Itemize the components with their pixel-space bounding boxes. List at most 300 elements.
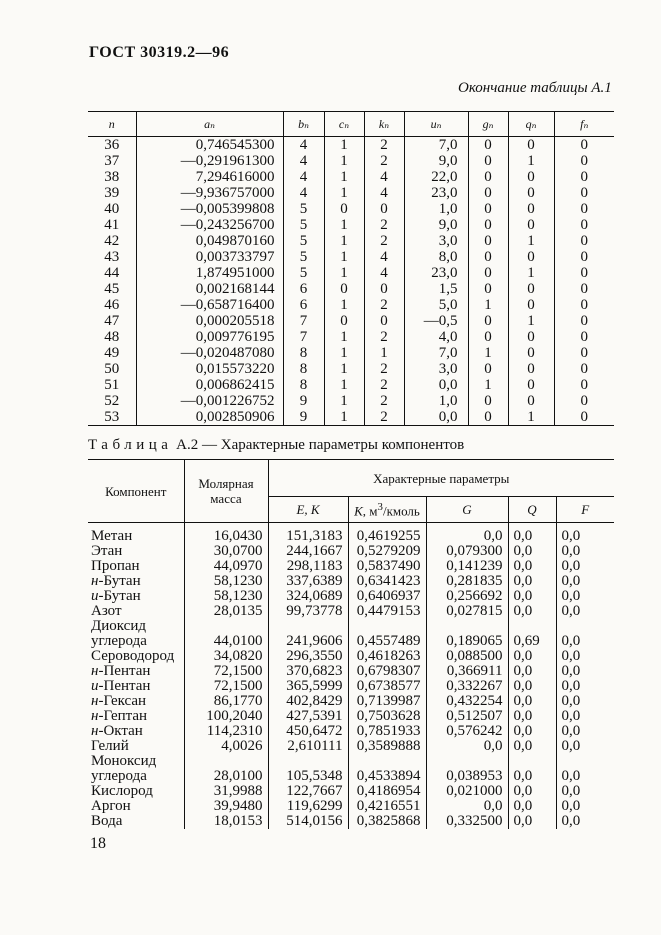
table-cell: 0,0 (508, 784, 556, 799)
table-cell: 0,021000 (426, 784, 508, 799)
table-cell: 0,0 (508, 814, 556, 829)
table-row (88, 589, 614, 604)
table-cell: 0,4557489 (348, 634, 426, 649)
table-cell: 7 (283, 329, 324, 345)
table-cell: 0,6798307 (348, 664, 426, 679)
table-cell: 0,4216551 (348, 799, 426, 814)
table-cell: 0 (554, 169, 614, 185)
table-cell: 1 (324, 217, 364, 233)
table-cell: 0,0 (508, 589, 556, 604)
table-cell: 0,576242 (426, 724, 508, 739)
table-cell: 0,0 (426, 739, 508, 754)
table-cell: 1,5 (404, 281, 468, 297)
table-row (88, 754, 614, 769)
table-cell: 0 (508, 169, 554, 185)
table-row (88, 523, 614, 545)
table-cell: 0 (324, 313, 364, 329)
table-cell: 0,002850906 (136, 409, 283, 426)
table-cell: 0,4618263 (348, 649, 426, 664)
col-header-f: fₙ (554, 112, 614, 137)
table-cell: 100,2040 (184, 709, 268, 724)
table-cell: 0 (554, 249, 614, 265)
table-cell: —0,005399808 (136, 201, 283, 217)
table-cell: 0 (554, 409, 614, 426)
table-row (88, 619, 614, 634)
table-cell: 0,0 (508, 694, 556, 709)
table-cell: 4,0 (404, 329, 468, 345)
table-row (88, 233, 614, 249)
table-cell: 0,027815 (426, 604, 508, 619)
table-cell: 1 (324, 233, 364, 249)
table-cell: 30,0700 (184, 544, 268, 559)
table-row (88, 185, 614, 201)
table-cell: 72,1500 (184, 679, 268, 694)
table-cell: 0 (468, 201, 508, 217)
table-cell: 6 (283, 281, 324, 297)
table-cell: 0 (468, 329, 508, 345)
table-cell: 0,0 (404, 409, 468, 426)
table-cell: 0 (468, 153, 508, 169)
table-cell: 0 (468, 393, 508, 409)
table-row (88, 559, 614, 574)
table-cell: 39,9480 (184, 799, 268, 814)
table-a2-header-row (88, 460, 614, 497)
table-cell: 0,0 (508, 559, 556, 574)
table-row (88, 664, 614, 679)
table-row (88, 574, 614, 589)
table-cell: 244,1667 (268, 544, 348, 559)
table-cell: 5,0 (404, 297, 468, 313)
table-cell: 9 (283, 393, 324, 409)
table-cell: 0 (508, 185, 554, 201)
table-cell: 46 (104, 297, 120, 313)
table-row (88, 249, 614, 265)
table-cell: 0 (468, 281, 508, 297)
table-cell: —0,658716400 (136, 297, 283, 313)
table-cell: 0,0 (556, 649, 614, 664)
table-cell: 0,0 (556, 709, 614, 724)
table-cell: 0 (508, 345, 554, 361)
table-cell: 0 (554, 345, 614, 361)
component-name-cell: Диоксид (91, 618, 146, 634)
table-cell: 31,9988 (184, 784, 268, 799)
table-row (88, 649, 614, 664)
table-cell: 1 (324, 329, 364, 345)
table-cell: 0,0 (508, 523, 556, 545)
table-cell: 1 (324, 265, 364, 281)
table-cell: 0 (554, 281, 614, 297)
table-cell: 1,0 (404, 201, 468, 217)
table-cell: 4 (364, 249, 404, 265)
table-cell: 0,0 (508, 739, 556, 754)
table-cell: 38 (104, 169, 120, 185)
table-cell: 18,0153 (184, 814, 268, 829)
table-cell: 0,0 (556, 664, 614, 679)
table-a2-caption (88, 437, 464, 454)
table-cell: 0,038953 (426, 769, 508, 784)
table-a1-continuation-caption: Окончание таблицы А.1 (458, 80, 612, 96)
component-name-cell: н-Гексан (91, 693, 147, 709)
table-cell: 0,0 (556, 739, 614, 754)
table-cell: 0 (554, 329, 614, 345)
table-cell: 0 (324, 201, 364, 217)
table-row (88, 281, 614, 297)
table-cell: 0,7851933 (348, 724, 426, 739)
table-cell: 4 (364, 265, 404, 281)
table-row (88, 265, 614, 281)
head-g: G (426, 497, 508, 523)
table-row (88, 409, 614, 426)
table-cell: 52 (104, 393, 120, 409)
table-cell: —0,5 (404, 313, 468, 329)
table-cell: 0,0 (556, 559, 614, 574)
table-cell: 0 (508, 281, 554, 297)
col-header-u: uₙ (404, 112, 468, 137)
table-cell: 4 (283, 169, 324, 185)
table-cell: 0,0 (508, 544, 556, 559)
table-cell: —0,243256700 (136, 217, 283, 233)
component-name-cell: Сероводород (91, 648, 175, 664)
isomer-prefix: н (91, 693, 99, 709)
table-cell: 1,874951000 (136, 265, 283, 281)
table-cell: 0,5279209 (348, 544, 426, 559)
table-cell: 43 (104, 249, 120, 265)
table-cell: 2 (364, 409, 404, 426)
table-cell: 0 (468, 217, 508, 233)
table-cell: 0,0 (508, 724, 556, 739)
table-cell: 0,189065 (426, 634, 508, 649)
table-row (88, 217, 614, 233)
table-cell: 0,4619255 (348, 523, 426, 545)
component-name-cell: и-Бутан (91, 588, 141, 604)
table-cell: 0 (468, 137, 508, 154)
table-cell: 122,7667 (268, 784, 348, 799)
table-cell: 1 (468, 297, 508, 313)
table-cell: 0 (554, 361, 614, 377)
table-cell: 0,015573220 (136, 361, 283, 377)
table-cell: 2 (364, 377, 404, 393)
head-k-per: /кмоль (382, 503, 420, 519)
table-cell: 0 (468, 409, 508, 426)
table-cell: 7,294616000 (136, 169, 283, 185)
head-molar-mass: Молярная масса (184, 460, 268, 523)
head-e-k: E, K (268, 497, 348, 523)
table-cell: 86,1770 (184, 694, 268, 709)
table-cell: 44,0970 (184, 559, 268, 574)
component-name-cell: н-Октан (91, 723, 143, 739)
table-cell: 0,0 (556, 799, 614, 814)
isomer-prefix: н (91, 708, 99, 724)
table-cell (268, 754, 348, 769)
table-cell: 5 (283, 201, 324, 217)
table-cell: 6 (283, 297, 324, 313)
document-header: ГОСТ 30319.2—96 (89, 44, 230, 61)
table-cell (556, 754, 614, 769)
table-cell: 0 (554, 217, 614, 233)
table-cell: 2 (364, 153, 404, 169)
table-cell (348, 619, 426, 634)
table-cell: 4 (364, 185, 404, 201)
table-cell: 337,6389 (268, 574, 348, 589)
table-row (88, 784, 614, 799)
col-header-a: aₙ (136, 112, 283, 137)
table-cell: 151,3183 (268, 523, 348, 545)
table-cell: 0,4533894 (348, 769, 426, 784)
table-cell: 0 (508, 377, 554, 393)
table-cell: 0,0 (508, 574, 556, 589)
table-cell: 58,1230 (184, 574, 268, 589)
table-cell: 4,0026 (184, 739, 268, 754)
table-cell: 0 (554, 313, 614, 329)
component-name-cell: Пропан (91, 558, 140, 574)
table-cell: 0 (508, 201, 554, 217)
table-cell: 0 (468, 361, 508, 377)
col-header-g: gₙ (468, 112, 508, 137)
table-cell: 0,5837490 (348, 559, 426, 574)
table-cell: 0 (554, 137, 614, 154)
table-cell: 58,1230 (184, 589, 268, 604)
table-cell: 0 (554, 201, 614, 217)
table-row (88, 694, 614, 709)
table-cell (426, 754, 508, 769)
table-cell: 514,0156 (268, 814, 348, 829)
table-cell: 0,0 (426, 799, 508, 814)
table-cell: 0,079300 (426, 544, 508, 559)
table-cell: 0 (554, 233, 614, 249)
table-row (88, 544, 614, 559)
table-cell: 53 (88, 409, 136, 426)
table-cell: 16,0430 (184, 523, 268, 545)
component-name-cell: Вода (91, 813, 123, 829)
table-cell: 5 (283, 265, 324, 281)
component-name-cell: Гелий (91, 738, 129, 754)
table-row (88, 329, 614, 345)
table-cell: 0 (364, 313, 404, 329)
head-component: Компонент (88, 460, 184, 523)
component-name-cell: Этан (91, 543, 123, 559)
table-cell: 5 (283, 249, 324, 265)
table-cell: 0,256692 (426, 589, 508, 604)
table-cell: 45 (104, 281, 120, 297)
table-cell: 0,0 (556, 574, 614, 589)
table-cell (508, 754, 556, 769)
component-name-cell: углерода (91, 768, 147, 784)
table-cell: 2 (364, 233, 404, 249)
table-cell: 0,000205518 (136, 313, 283, 329)
table-cell: 1 (324, 393, 364, 409)
table-cell (426, 619, 508, 634)
table-cell: 0,6738577 (348, 679, 426, 694)
table-cell: 1 (324, 153, 364, 169)
table-cell: 44 (104, 265, 120, 281)
col-header-b: bₙ (283, 112, 324, 137)
table-cell: 37 (104, 153, 120, 169)
table-cell: 450,6472 (268, 724, 348, 739)
table-cell: 365,5999 (268, 679, 348, 694)
table-cell: 1 (324, 169, 364, 185)
table-cell: 1 (508, 233, 554, 249)
table-cell: 0 (554, 393, 614, 409)
table-cell: 0,0 (556, 544, 614, 559)
table-cell: 0 (364, 201, 404, 217)
table-cell: —0,001226752 (136, 393, 283, 409)
table-row (88, 724, 614, 739)
component-name-cell: Кислород (91, 783, 153, 799)
isomer-prefix: н (91, 723, 99, 739)
table-cell: 8 (283, 361, 324, 377)
table-cell: 0,0 (508, 604, 556, 619)
table-cell: 9 (283, 409, 324, 426)
table-cell: 9,0 (404, 153, 468, 169)
table-cell: 0,7139987 (348, 694, 426, 709)
table-cell: 4 (283, 153, 324, 169)
col-header-q: qₙ (508, 112, 554, 137)
component-name-cell: н-Пентан (91, 663, 151, 679)
table-cell: 1 (508, 409, 554, 426)
table-cell: 51 (104, 377, 120, 393)
table-a2-caption-word: Таблица (88, 437, 173, 453)
table-cell: 0 (324, 281, 364, 297)
table-cell: 0,0 (556, 604, 614, 619)
table-cell: 5 (283, 217, 324, 233)
table-cell: 0,4479153 (348, 604, 426, 619)
table-cell: 0,366911 (426, 664, 508, 679)
table-cell: 0,0 (426, 523, 508, 545)
component-name-cell: и-Пентан (91, 678, 151, 694)
table-cell: 0,0 (508, 709, 556, 724)
table-cell: 1 (468, 345, 508, 361)
table-cell: 1 (324, 137, 364, 154)
table-cell: 0,6341423 (348, 574, 426, 589)
table-cell: 0,141239 (426, 559, 508, 574)
table-cell: 0,0 (556, 634, 614, 649)
table-cell: 36 (104, 137, 120, 153)
table-cell: 8 (283, 377, 324, 393)
table-cell: 0,432254 (426, 694, 508, 709)
table-cell: 0 (468, 185, 508, 201)
table-cell: 1 (324, 185, 364, 201)
table-cell: 114,2310 (184, 724, 268, 739)
table-cell: 1 (508, 265, 554, 281)
table-cell: 427,5391 (268, 709, 348, 724)
table-cell: 1 (468, 377, 508, 393)
table-cell: 2 (364, 329, 404, 345)
table-cell: 0 (468, 265, 508, 281)
table-row (88, 604, 614, 619)
table-row (88, 679, 614, 694)
table-cell: 0 (554, 377, 614, 393)
table-cell: 22,0 (404, 169, 468, 185)
table-row (88, 361, 614, 377)
table-cell: 4 (283, 137, 324, 154)
table-cell: 1 (324, 361, 364, 377)
table-cell: 5 (283, 233, 324, 249)
table-cell: 298,1183 (268, 559, 348, 574)
table-cell: 0,332500 (426, 814, 508, 829)
table-cell: 0,6406937 (348, 589, 426, 604)
table-cell (268, 619, 348, 634)
table-cell: 2 (364, 137, 404, 154)
table-cell: 0,0 (508, 679, 556, 694)
table-cell: 0,0 (556, 784, 614, 799)
table-a2-caption-text: А.2 — Характерные параметры компонентов (176, 437, 465, 453)
table-row (88, 634, 614, 649)
head-q: Q (508, 497, 556, 523)
table-cell: 0,69 (508, 634, 556, 649)
table-cell (348, 754, 426, 769)
table-row (88, 393, 614, 409)
table-cell: 0 (468, 169, 508, 185)
table-cell: 0,0 (508, 769, 556, 784)
head-characteristic-params: Характерные параметры (268, 460, 614, 497)
table-cell: 4 (364, 169, 404, 185)
head-f: F (556, 497, 614, 523)
table-cell: 3,0 (404, 361, 468, 377)
table-cell: 0 (468, 313, 508, 329)
table-a1 (88, 111, 614, 426)
table-cell (184, 619, 268, 634)
head-k-exponent: 3 (377, 501, 383, 514)
component-name-cell: н-Гептан (91, 708, 148, 724)
table-cell: —9,936757000 (136, 185, 283, 201)
component-name-cell: Моноксид (91, 753, 157, 769)
table-cell: 0 (508, 329, 554, 345)
table-cell: 99,73778 (268, 604, 348, 619)
table-cell: 241,9606 (268, 634, 348, 649)
component-name-cell: углерода (91, 633, 147, 649)
table-row (88, 769, 614, 784)
isomer-prefix: н (91, 573, 99, 589)
table-cell: 0,3825868 (348, 814, 426, 829)
table-cell: 23,0 (404, 185, 468, 201)
table-row (88, 169, 614, 185)
head-k-unit: , м (362, 503, 378, 519)
table-cell: 296,3550 (268, 649, 348, 664)
table-cell: 7,0 (404, 345, 468, 361)
table-cell: 0,0 (556, 589, 614, 604)
table-cell: 0,088500 (426, 649, 508, 664)
table-cell (184, 754, 268, 769)
col-header-n: n (88, 112, 136, 137)
table-cell: 1 (508, 313, 554, 329)
table-cell: 50 (104, 361, 120, 377)
table-cell: 0,0 (404, 377, 468, 393)
table-row (88, 345, 614, 361)
table-row (88, 814, 614, 829)
table-cell: 0 (508, 297, 554, 313)
component-name-cell: Азот (91, 603, 122, 619)
table-cell: 23,0 (404, 265, 468, 281)
table-cell: 0 (508, 137, 554, 154)
table-row (88, 313, 614, 329)
table-cell: 2 (364, 297, 404, 313)
table-cell: 0,009776195 (136, 329, 283, 345)
table-cell: 34,0820 (184, 649, 268, 664)
table-cell: 2,610111 (268, 739, 348, 754)
table-cell: 8,0 (404, 249, 468, 265)
table-cell: 40 (104, 201, 120, 217)
table-cell: 2 (364, 361, 404, 377)
table-cell (508, 619, 556, 634)
table-cell: 1 (324, 249, 364, 265)
table-row (88, 739, 614, 754)
table-row (88, 799, 614, 814)
table-cell: 370,6823 (268, 664, 348, 679)
table-cell: 48 (104, 329, 120, 345)
table-cell: 28,0135 (184, 604, 268, 619)
table-cell: 49 (104, 345, 120, 361)
table-cell: 0,0 (556, 724, 614, 739)
